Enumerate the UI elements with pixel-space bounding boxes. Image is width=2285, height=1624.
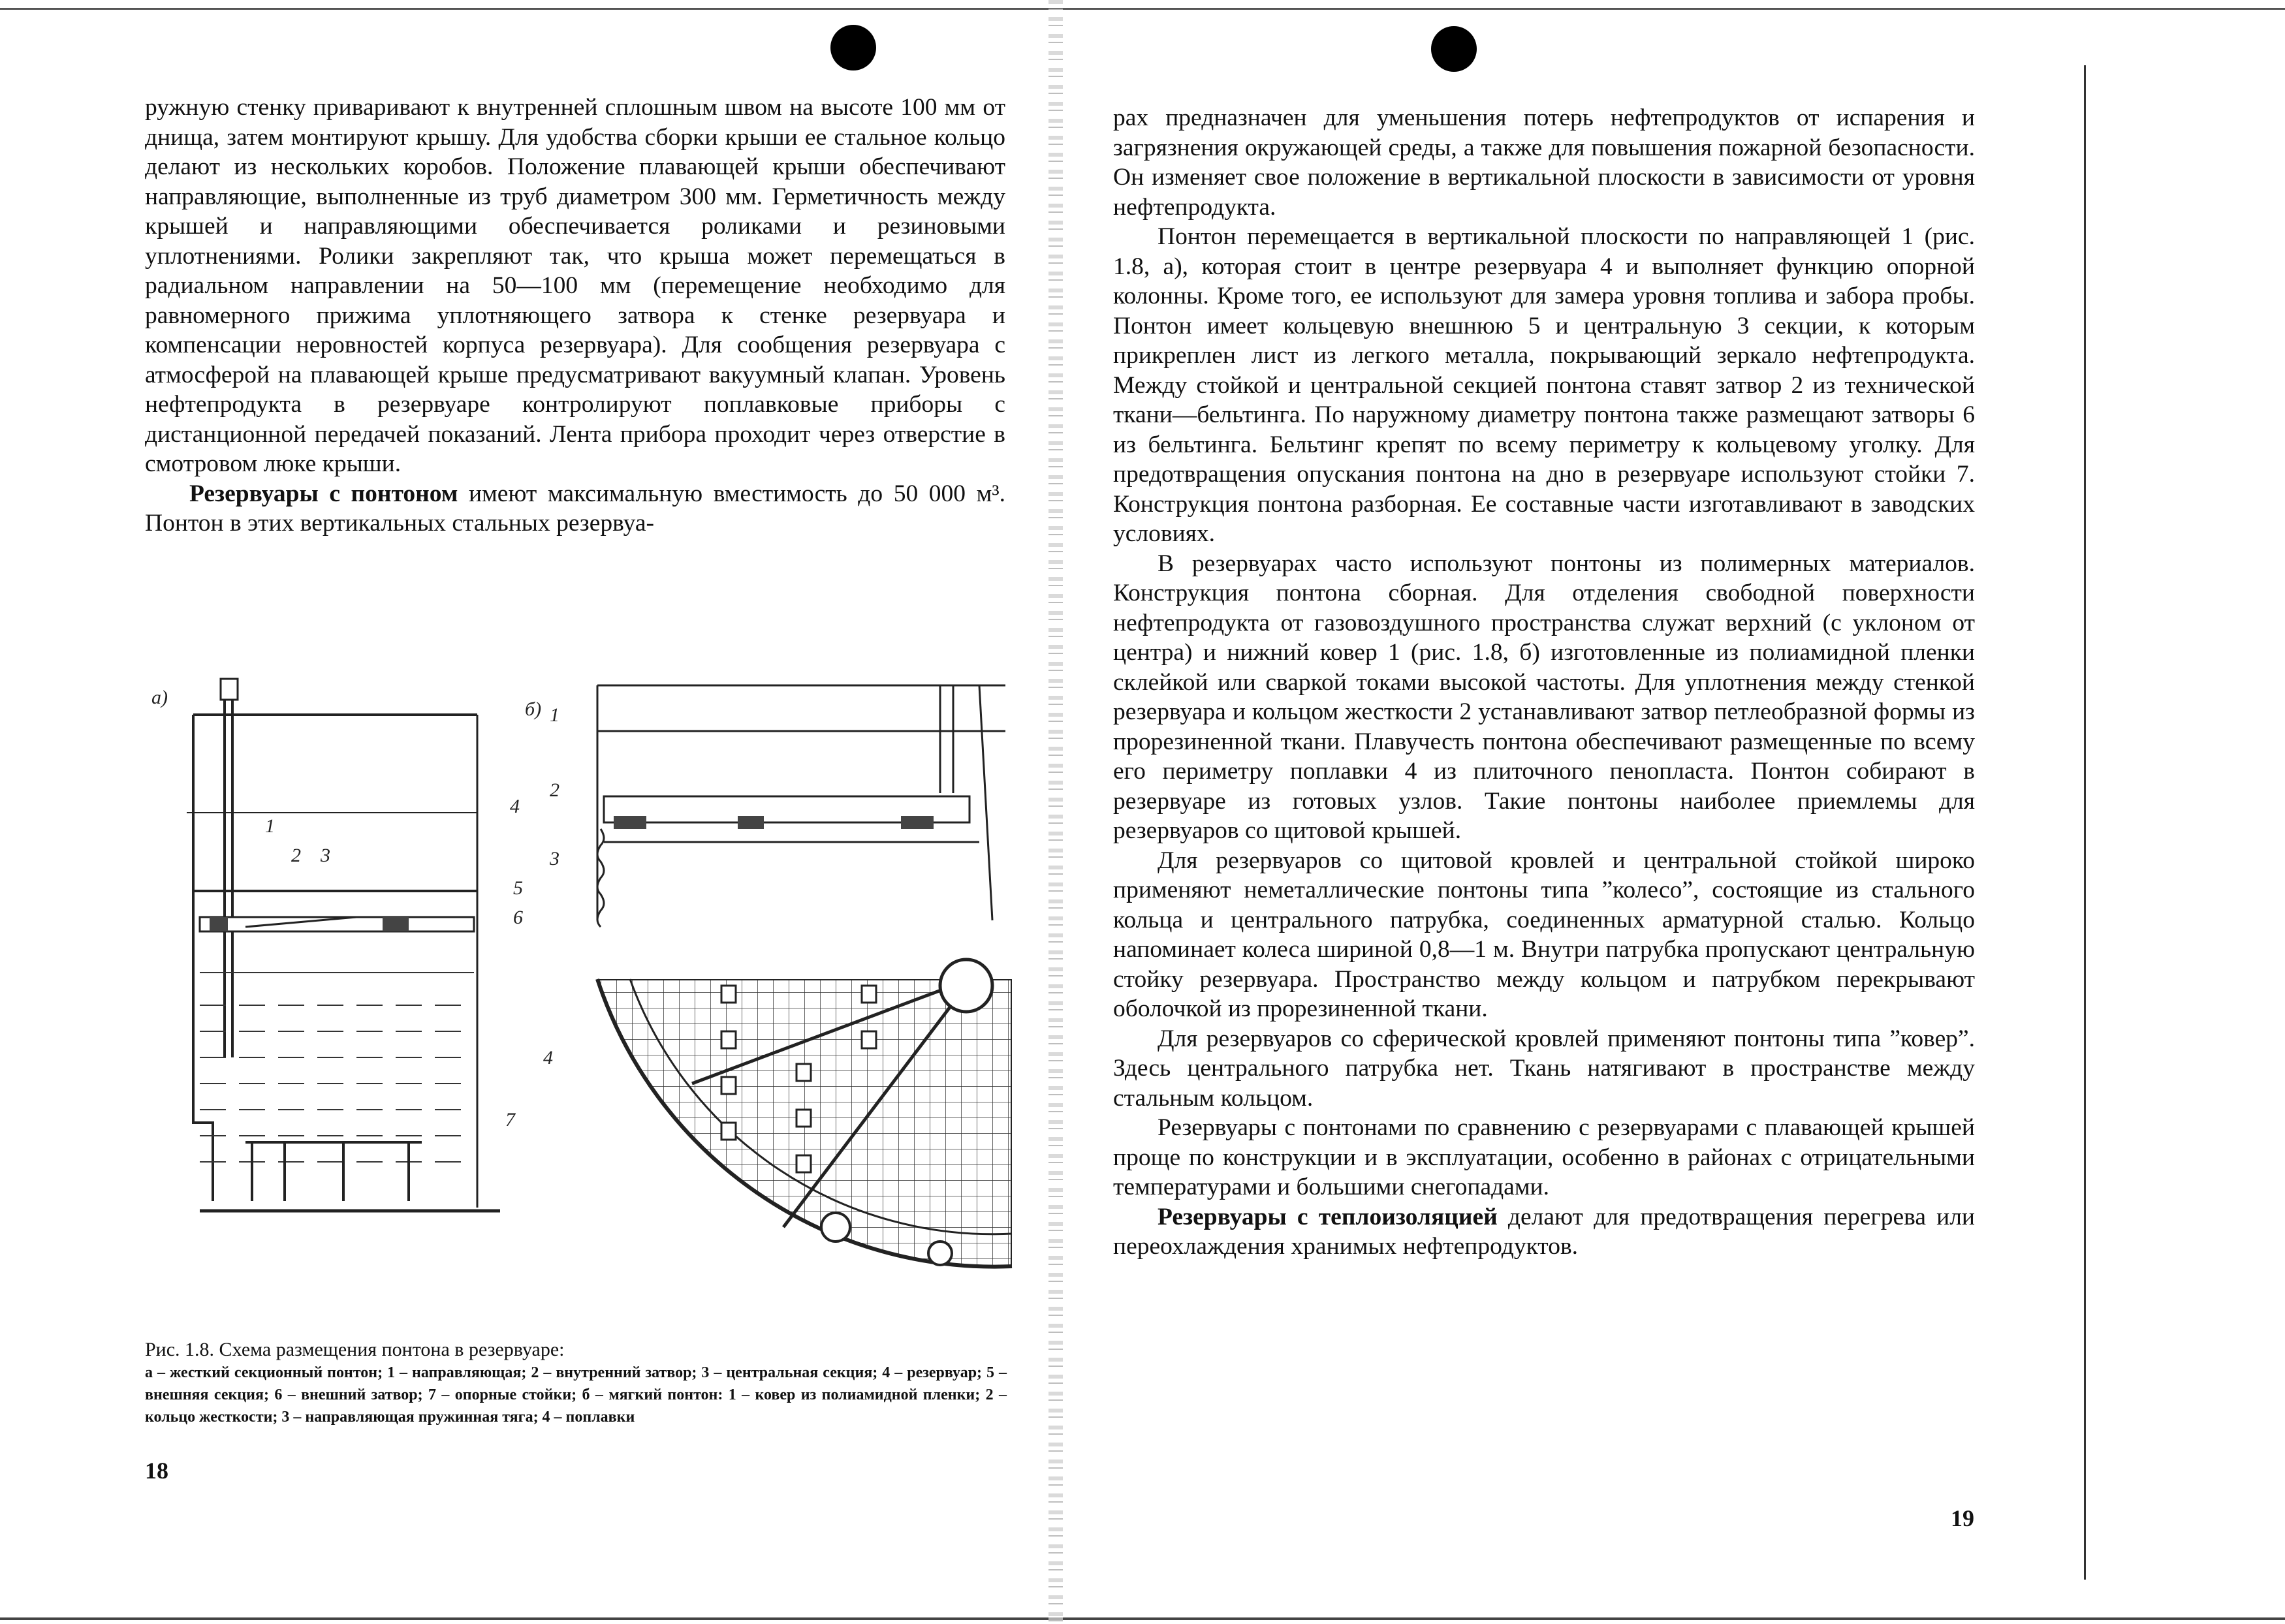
right-paragraph-1: рах предназначен для уменьшения потерь нефтепродуктов от испарения и загрязнения окружающей среды, а также для повышения пожарной безопасности. Он изменяет свое положение в вертикальной плоскости в зависимости от уровня нефтепродукта. xyxy=(1113,104,1975,221)
callout-a-5: 5 xyxy=(513,877,523,899)
right-paragraph-4: Для резервуаров со щитовой кровлей и центральной стойкой широко применяют неметаллические понтоны типа ”колесо”, состоящие из стального кольца и центрального патрубка, соединенных арматурной сталью. Кольцо напоминает колеса шириной 0,8—1 м. Внутри патрубка пропускают центральную стойку резервуара. Пространство между кольцом и патрубком перекрывают оболочкой из прорезиненной ткани. xyxy=(1113,847,1975,1022)
callout-a-7: 7 xyxy=(505,1109,515,1131)
bold-term-insulation: Резервуары с теплоизоляцией xyxy=(1158,1203,1498,1230)
callout-b-3: 3 xyxy=(550,848,559,869)
callout-a-1: 1 xyxy=(265,815,275,837)
label-b: б) xyxy=(525,698,542,720)
figure-b-soft-pontoon xyxy=(522,679,1032,1286)
callout-b-4: 4 xyxy=(543,1047,553,1069)
right-paragraph-7-text: делают для предотвращения перегрева или переохлаждения хранимых нефтепродуктов. xyxy=(1113,1203,1976,1260)
callout-b-2: 2 xyxy=(550,779,559,801)
left-text-column xyxy=(145,93,1005,539)
figure-caption xyxy=(145,1338,1007,1428)
left-paragraph-1: ружную стенку приваривают к внутренней сплошным швом на высоте 100 мм от днища, затем монтируют крышу. Для удобства сборки крыши ее стальное кольцо делают из нескольких коробов. Положение плавающей крыши обеспечивают направляющие, выполненные из труб диаметром 300 мм. Герметичность между крышей и направляющими обеспечивается роликами и резиновыми уплотнениями. Ролики закрепляют так, что крыша может перемещаться в радиальном направлении на 50—100 мм (перемещение необходимо для равномерного прижима уплотняющего затвора к стенке резервуара и компенсации неровностей корпуса резервуара). Для сообщения резервуара с атмосферой на плавающей крыше предусматривают вакуумный клапан. Уровень нефтепродукта в резервуаре контролируют поплавковые приборы с дистанционной передачей показаний. Лента прибора проходит через отверстие в смотровом люке крыши. xyxy=(145,94,1005,477)
left-paragraph-2 xyxy=(145,479,1005,539)
callout-a-4: 4 xyxy=(510,796,520,817)
punch-hole-left xyxy=(830,25,876,70)
label-a: а) xyxy=(151,687,168,708)
callout-a-3: 3 xyxy=(321,845,330,866)
page-number-right: 19 xyxy=(1951,1505,1974,1531)
right-text-column xyxy=(1113,103,1975,1262)
callout-a-6: 6 xyxy=(513,907,523,928)
caption-legend: а – жесткий секционный понтон; 1 – направляющая; 2 – внутренний затвор; 3 – центральная секция; 4 – резервуар; 5 – внешняя секция; 6 – внешний затвор; 7 – опорные стойки; б – мягкий понтон: 1 – ковер из полиамидной пленки; 2 – кольцо жесткости; 3 – направляющая пружинная тяга; 4 – поплавки xyxy=(145,1364,1007,1426)
right-paragraph-5: Для резервуаров со сферической кровлей применяют понтоны типа ”ковер”. Здесь центрального патрубка нет. Ткань натягивают в пространстве между стальным кольцом. xyxy=(1113,1025,1975,1112)
figure-a-tank-section xyxy=(148,666,552,1253)
left-paragraph-2-text: имеют максимальную вместимость до 50 000 м³. Понтон в этих вертикальных стальных резервуа- xyxy=(145,480,1005,537)
callout-b-1: 1 xyxy=(550,704,559,726)
right-paragraph-3: В резервуарах часто используют понтоны из полимерных материалов. Конструкция понтона сборная. Для отделения свободной поверхности нефтепродукта от газовоздушного пространства служат верхний (с уклоном от центра) и нижний ковер 1 (рис. 1.8, б) изготовленные из полиамидной пленки склейкой или сваркой токами высокой частоты. Для уплотнения между стенкой резервуара и кольцом жесткости 2 устанавливают затвор петлеобразной формы из прорезиненной ткани. Плавучесть понтона обеспечивают размещенные по всему его периметру поплавки 4 из плиточного пенопласта. Понтон собирают в резервуаре из готовых узлов. Такие понтоны наиболее приемлемы для резервуаров со щитовой крышей. xyxy=(1113,550,1975,844)
punch-hole-right xyxy=(1431,26,1477,72)
right-page xyxy=(1051,0,2285,1624)
right-paragraph-7 xyxy=(1113,1202,1975,1262)
page-number-left: 18 xyxy=(145,1458,168,1484)
right-paragraph-2: Понтон перемещается в вертикальной плоскости по направляющей 1 (рис. 1.8, а), которая стоит в центре резервуара 4 и выполняет функцию опорной колонны. Кроме того, ее используют для замера уровня топлива и забора пробы. Понтон имеет кольцевую внешнюю 5 и центральную 3 секции, к которым прикреплен лист из легкого металла, покрывающий зеркало нефтепродукта. Между стойкой и центральной секцией понтона ставят затвор 2 из технической ткани—бельтинга. По наружному диаметру понтона также размещают затворы 6 из бельтинга. Бельтинг крепят по всему периметру к кольцевому уголку. Для предотвращения опускания понтона на дно в резервуаре используют стойки 7. Конструкция понтона разборная. Ее составные части изготавливают в заводских условиях. xyxy=(1113,223,1975,547)
bold-term-ponton: Резервуары с понтоном xyxy=(189,480,458,507)
right-paragraph-6: Резервуары с понтонами по сравнению с резервуарами с плавающей крышей проще по конструкции и в эксплуатации, особенно в районах с отрицательными температурами и большими снегопадами. xyxy=(1113,1114,1975,1200)
caption-title: Рис. 1.8. Схема размещения понтона в резервуаре: xyxy=(145,1339,565,1360)
left-page xyxy=(0,0,1051,1624)
callout-a-2: 2 xyxy=(291,845,301,866)
